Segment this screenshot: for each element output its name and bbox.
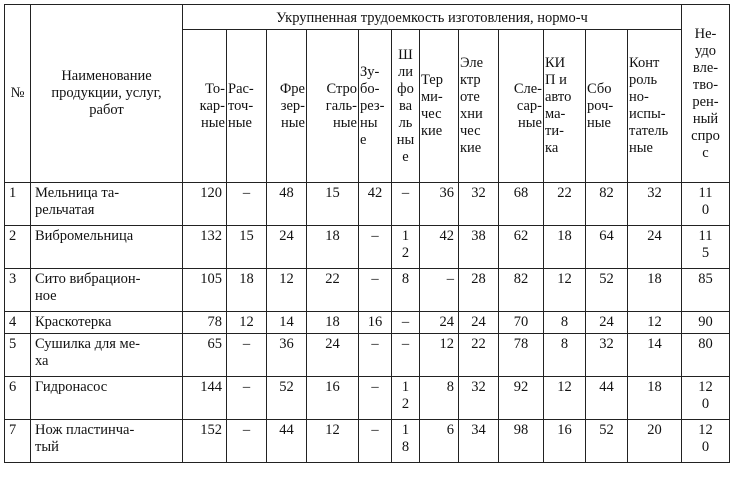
value-cell-electrotechnical: 38 xyxy=(459,226,499,269)
value-cell-planing: 15 xyxy=(307,183,359,226)
header-locksmith: Сле- сар- ные xyxy=(499,30,544,183)
row-number: 4 xyxy=(5,312,31,334)
header-instrumentation: КИ П и авто ма- ти- ка xyxy=(544,30,586,183)
header-electrotechnical: Эле ктр оте хни чес кие xyxy=(459,30,499,183)
value-cell-milling: 44 xyxy=(267,420,307,463)
value-cell-grinding: – xyxy=(392,183,420,226)
value-cell-turning: 132 xyxy=(183,226,227,269)
row-number: 1 xyxy=(5,183,31,226)
value-cell-milling: 48 xyxy=(267,183,307,226)
table-row xyxy=(5,312,730,334)
value-cell-boring: – xyxy=(227,334,267,377)
unmet-demand-cell: 12 0 xyxy=(682,377,730,420)
value-cell-assembly: 32 xyxy=(586,334,628,377)
header-unmet-demand: Не- удо вле- тво- рен- ный спро с xyxy=(682,5,730,183)
unmet-demand-cell: 80 xyxy=(682,334,730,377)
value-cell-thermal: 42 xyxy=(420,226,459,269)
value-cell-assembly: 64 xyxy=(586,226,628,269)
value-cell-gear-cutting: – xyxy=(359,226,392,269)
row-number: 6 xyxy=(5,377,31,420)
value-cell-control-testing: 20 xyxy=(628,420,682,463)
row-number: 5 xyxy=(5,334,31,377)
value-cell-control-testing: 18 xyxy=(628,377,682,420)
value-cell-locksmith: 92 xyxy=(499,377,544,420)
value-cell-boring: – xyxy=(227,183,267,226)
value-cell-thermal: 12 xyxy=(420,334,459,377)
table-row xyxy=(5,334,730,377)
product-name-cell: Нож пластинча- тый xyxy=(31,420,183,463)
value-cell-turning: 105 xyxy=(183,269,227,312)
value-cell-locksmith: 68 xyxy=(499,183,544,226)
value-cell-gear-cutting: 42 xyxy=(359,183,392,226)
value-cell-assembly: 24 xyxy=(586,312,628,334)
value-cell-boring: 15 xyxy=(227,226,267,269)
unmet-demand-cell: 90 xyxy=(682,312,730,334)
value-cell-gear-cutting: 16 xyxy=(359,312,392,334)
value-cell-electrotechnical: 24 xyxy=(459,312,499,334)
value-cell-grinding: 1 2 xyxy=(392,226,420,269)
row-number: 7 xyxy=(5,420,31,463)
product-name-cell: Мельница та- рельчатая xyxy=(31,183,183,226)
value-cell-grinding: – xyxy=(392,334,420,377)
value-cell-planing: 12 xyxy=(307,420,359,463)
value-cell-turning: 65 xyxy=(183,334,227,377)
product-name-cell: Краскотерка xyxy=(31,312,183,334)
header-turning: То- кар- ные xyxy=(183,30,227,183)
table-row xyxy=(5,183,730,226)
value-cell-boring: 18 xyxy=(227,269,267,312)
value-cell-thermal: 24 xyxy=(420,312,459,334)
value-cell-thermal: 8 xyxy=(420,377,459,420)
labor-intensity-table xyxy=(4,4,730,463)
value-cell-locksmith: 78 xyxy=(499,334,544,377)
value-cell-electrotechnical: 32 xyxy=(459,377,499,420)
row-number: 2 xyxy=(5,226,31,269)
value-cell-planing: 22 xyxy=(307,269,359,312)
value-cell-electrotechnical: 34 xyxy=(459,420,499,463)
header-number: № xyxy=(5,5,31,183)
value-cell-assembly: 52 xyxy=(586,269,628,312)
value-cell-instrumentation: 12 xyxy=(544,269,586,312)
value-cell-instrumentation: 18 xyxy=(544,226,586,269)
value-cell-grinding: 1 2 xyxy=(392,377,420,420)
value-cell-locksmith: 62 xyxy=(499,226,544,269)
table-container xyxy=(4,4,730,463)
value-cell-instrumentation: 16 xyxy=(544,420,586,463)
value-cell-locksmith: 98 xyxy=(499,420,544,463)
value-cell-instrumentation: 22 xyxy=(544,183,586,226)
value-cell-boring: – xyxy=(227,377,267,420)
value-cell-gear-cutting: – xyxy=(359,269,392,312)
value-cell-thermal: 36 xyxy=(420,183,459,226)
table-row xyxy=(5,269,730,312)
value-cell-milling: 14 xyxy=(267,312,307,334)
header-milling: Фре зер- ные xyxy=(267,30,307,183)
value-cell-locksmith: 70 xyxy=(499,312,544,334)
value-cell-planing: 18 xyxy=(307,312,359,334)
value-cell-assembly: 52 xyxy=(586,420,628,463)
value-cell-turning: 78 xyxy=(183,312,227,334)
value-cell-thermal: – xyxy=(420,269,459,312)
value-cell-grinding: – xyxy=(392,312,420,334)
header-control-testing: Конт роль но- испы- татель ные xyxy=(628,30,682,183)
value-cell-turning: 152 xyxy=(183,420,227,463)
value-cell-control-testing: 32 xyxy=(628,183,682,226)
header-grinding: Ш ли фо ва ль ны е xyxy=(392,30,420,183)
value-cell-instrumentation: 12 xyxy=(544,377,586,420)
product-name-cell: Сито вибрацион- ное xyxy=(31,269,183,312)
value-cell-instrumentation: 8 xyxy=(544,312,586,334)
value-cell-milling: 12 xyxy=(267,269,307,312)
value-cell-gear-cutting: – xyxy=(359,334,392,377)
unmet-demand-cell: 11 0 xyxy=(682,183,730,226)
value-cell-boring: 12 xyxy=(227,312,267,334)
value-cell-gear-cutting: – xyxy=(359,377,392,420)
value-cell-planing: 16 xyxy=(307,377,359,420)
unmet-demand-cell: 11 5 xyxy=(682,226,730,269)
value-cell-electrotechnical: 22 xyxy=(459,334,499,377)
header-boring: Рас- точ- ные xyxy=(227,30,267,183)
table-body xyxy=(5,183,730,463)
value-cell-control-testing: 24 xyxy=(628,226,682,269)
product-name-cell: Вибромельница xyxy=(31,226,183,269)
header-planing: Стро галь- ные xyxy=(307,30,359,183)
value-cell-milling: 36 xyxy=(267,334,307,377)
value-cell-control-testing: 14 xyxy=(628,334,682,377)
value-cell-grinding: 1 8 xyxy=(392,420,420,463)
header-product-name: Наименование продукции, услуг, работ xyxy=(31,5,183,183)
value-cell-thermal: 6 xyxy=(420,420,459,463)
value-cell-turning: 120 xyxy=(183,183,227,226)
value-cell-grinding: 8 xyxy=(392,269,420,312)
unmet-demand-cell: 12 0 xyxy=(682,420,730,463)
value-cell-control-testing: 18 xyxy=(628,269,682,312)
header-thermal: Тер ми- чес кие xyxy=(420,30,459,183)
value-cell-electrotechnical: 32 xyxy=(459,183,499,226)
product-name-cell: Сушилка для ме- ха xyxy=(31,334,183,377)
value-cell-gear-cutting: – xyxy=(359,420,392,463)
value-cell-assembly: 44 xyxy=(586,377,628,420)
table-row xyxy=(5,226,730,269)
value-cell-instrumentation: 8 xyxy=(544,334,586,377)
value-cell-assembly: 82 xyxy=(586,183,628,226)
header-assembly: Сбо роч- ные xyxy=(586,30,628,183)
table-row xyxy=(5,377,730,420)
value-cell-locksmith: 82 xyxy=(499,269,544,312)
value-cell-control-testing: 12 xyxy=(628,312,682,334)
value-cell-turning: 144 xyxy=(183,377,227,420)
value-cell-planing: 18 xyxy=(307,226,359,269)
header-labor-intensity-group: Укрупненная трудоемкость изготовления, нормо-ч xyxy=(183,5,682,30)
table-row xyxy=(5,420,730,463)
value-cell-planing: 24 xyxy=(307,334,359,377)
row-number: 3 xyxy=(5,269,31,312)
product-name-cell: Гидронасос xyxy=(31,377,183,420)
unmet-demand-cell: 85 xyxy=(682,269,730,312)
value-cell-boring: – xyxy=(227,420,267,463)
value-cell-electrotechnical: 28 xyxy=(459,269,499,312)
header-gear-cutting: Зу- бо- рез- ны е xyxy=(359,30,392,183)
value-cell-milling: 24 xyxy=(267,226,307,269)
value-cell-milling: 52 xyxy=(267,377,307,420)
